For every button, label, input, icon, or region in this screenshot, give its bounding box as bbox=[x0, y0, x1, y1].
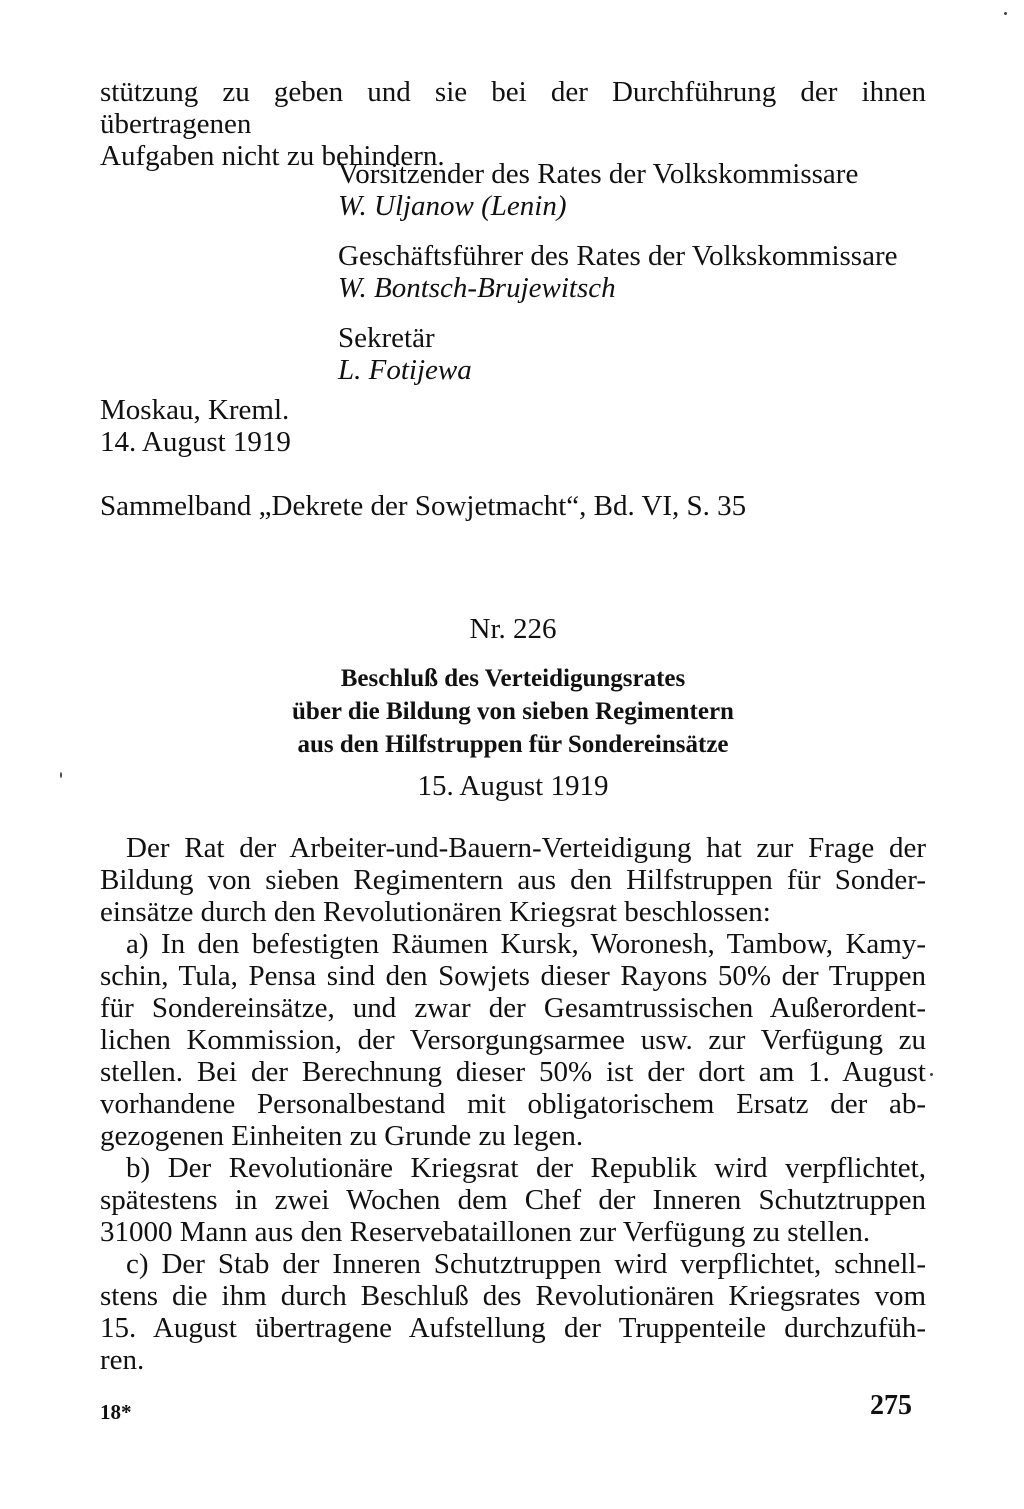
body-line: c) Der Stab der Inneren Schutztruppen wird verpflichtet, schnell- bbox=[126, 1248, 926, 1280]
body-line: schin, Tula, Pensa sind den Sowjets dieser Rayons 50% der Truppen bbox=[100, 960, 926, 992]
intro-line-1: stützung zu geben und sie bei der Durchführung der ihnen übertragenen bbox=[100, 76, 926, 140]
document-date bbox=[100, 770, 926, 802]
signature-name: W. Bontsch-Brujewitsch bbox=[338, 272, 616, 304]
place-date bbox=[100, 394, 500, 458]
body-line: stens die ihm durch Beschluß des Revolutionären Kriegsrates vom bbox=[100, 1280, 926, 1312]
signature-role: Sekretär bbox=[338, 322, 435, 354]
title-line: über die Bildung von sieben Regimentern bbox=[292, 698, 734, 725]
body-line: spätestens in zwei Wochen dem Chef der Inneren Schutztruppen bbox=[100, 1184, 926, 1216]
body-line: ren. bbox=[100, 1344, 145, 1376]
title-line: aus den Hilfstruppen für Sondereinsätze bbox=[297, 731, 729, 758]
intro-line-2: Aufgaben nicht zu behindern. bbox=[100, 140, 445, 172]
body-line: stellen. Bei der Berechnung dieser 50% ist der dort am 1. August bbox=[100, 1056, 926, 1088]
scan-speck bbox=[930, 1073, 933, 1076]
body-line: lichen Kommission, der Versorgungsarmee usw. zur Verfügung zu bbox=[100, 1024, 926, 1056]
body-line: a) In den befestigten Räumen Kursk, Woronesh, Tambow, Kamy- bbox=[126, 928, 926, 960]
body-line: gezogenen Einheiten zu Grunde zu legen. bbox=[100, 1120, 584, 1152]
signature-block bbox=[338, 158, 938, 404]
document-number bbox=[100, 613, 926, 645]
scan-speck bbox=[60, 772, 62, 778]
signature-chairman bbox=[338, 158, 938, 222]
scan-speck bbox=[1004, 12, 1007, 15]
body-line: einsätze durch den Revolutionären Kriegsrat beschlossen: bbox=[100, 896, 771, 928]
signature-manager bbox=[338, 240, 938, 304]
paragraph-intro bbox=[100, 832, 926, 928]
body-line: b) Der Revolutionäre Kriegsrat der Republik wird verpflichtet, bbox=[126, 1152, 926, 1184]
body-line: vorhandene Personalbestand mit obligatorischem Ersatz der ab- bbox=[100, 1088, 926, 1120]
paragraph-b bbox=[100, 1152, 926, 1248]
source-text: Sammelband „Dekrete der Sowjetmacht“, Bd. VI, S. 35 bbox=[100, 490, 747, 522]
signature-secretary bbox=[338, 322, 938, 386]
document-date-text: 15. August 1919 bbox=[417, 770, 609, 802]
body-line: für Sondereinsätze, und zwar der Gesamtrussischen Außerordent- bbox=[100, 992, 926, 1024]
signature-role: Geschäftsführer des Rates der Volkskommissare bbox=[338, 240, 898, 272]
body-line: 15. August übertragene Aufstellung der Truppenteile durchzufüh- bbox=[100, 1312, 926, 1344]
body-line: Der Rat der Arbeiter-und-Bauern-Verteidigung hat zur Frage der bbox=[126, 832, 926, 864]
body-line: Bildung von sieben Regimentern aus den Hilfstruppen für Sonder- bbox=[100, 864, 926, 896]
signature-name: W. Uljanow (Lenin) bbox=[338, 190, 567, 222]
body-line: 31000 Mann aus den Reservebataillonen zur Verfügung zu stellen. bbox=[100, 1216, 871, 1248]
paragraph-a bbox=[100, 928, 926, 1152]
title-line: Beschluß des Verteidigungsrates bbox=[340, 665, 686, 692]
page-number: 275 bbox=[870, 1390, 912, 1421]
document-title bbox=[100, 662, 926, 761]
source-citation bbox=[100, 490, 900, 522]
signature-mark: 18* bbox=[100, 1400, 132, 1424]
place: Moskau, Kreml. bbox=[100, 394, 290, 426]
paragraph-c bbox=[100, 1248, 926, 1376]
signature-name: L. Fotijewa bbox=[338, 354, 472, 386]
document-number-text: Nr. 226 bbox=[469, 613, 557, 645]
date: 14. August 1919 bbox=[100, 426, 291, 458]
body-text bbox=[100, 832, 926, 1376]
signature-role: Vorsitzender des Rates der Volkskommissare bbox=[338, 158, 859, 190]
